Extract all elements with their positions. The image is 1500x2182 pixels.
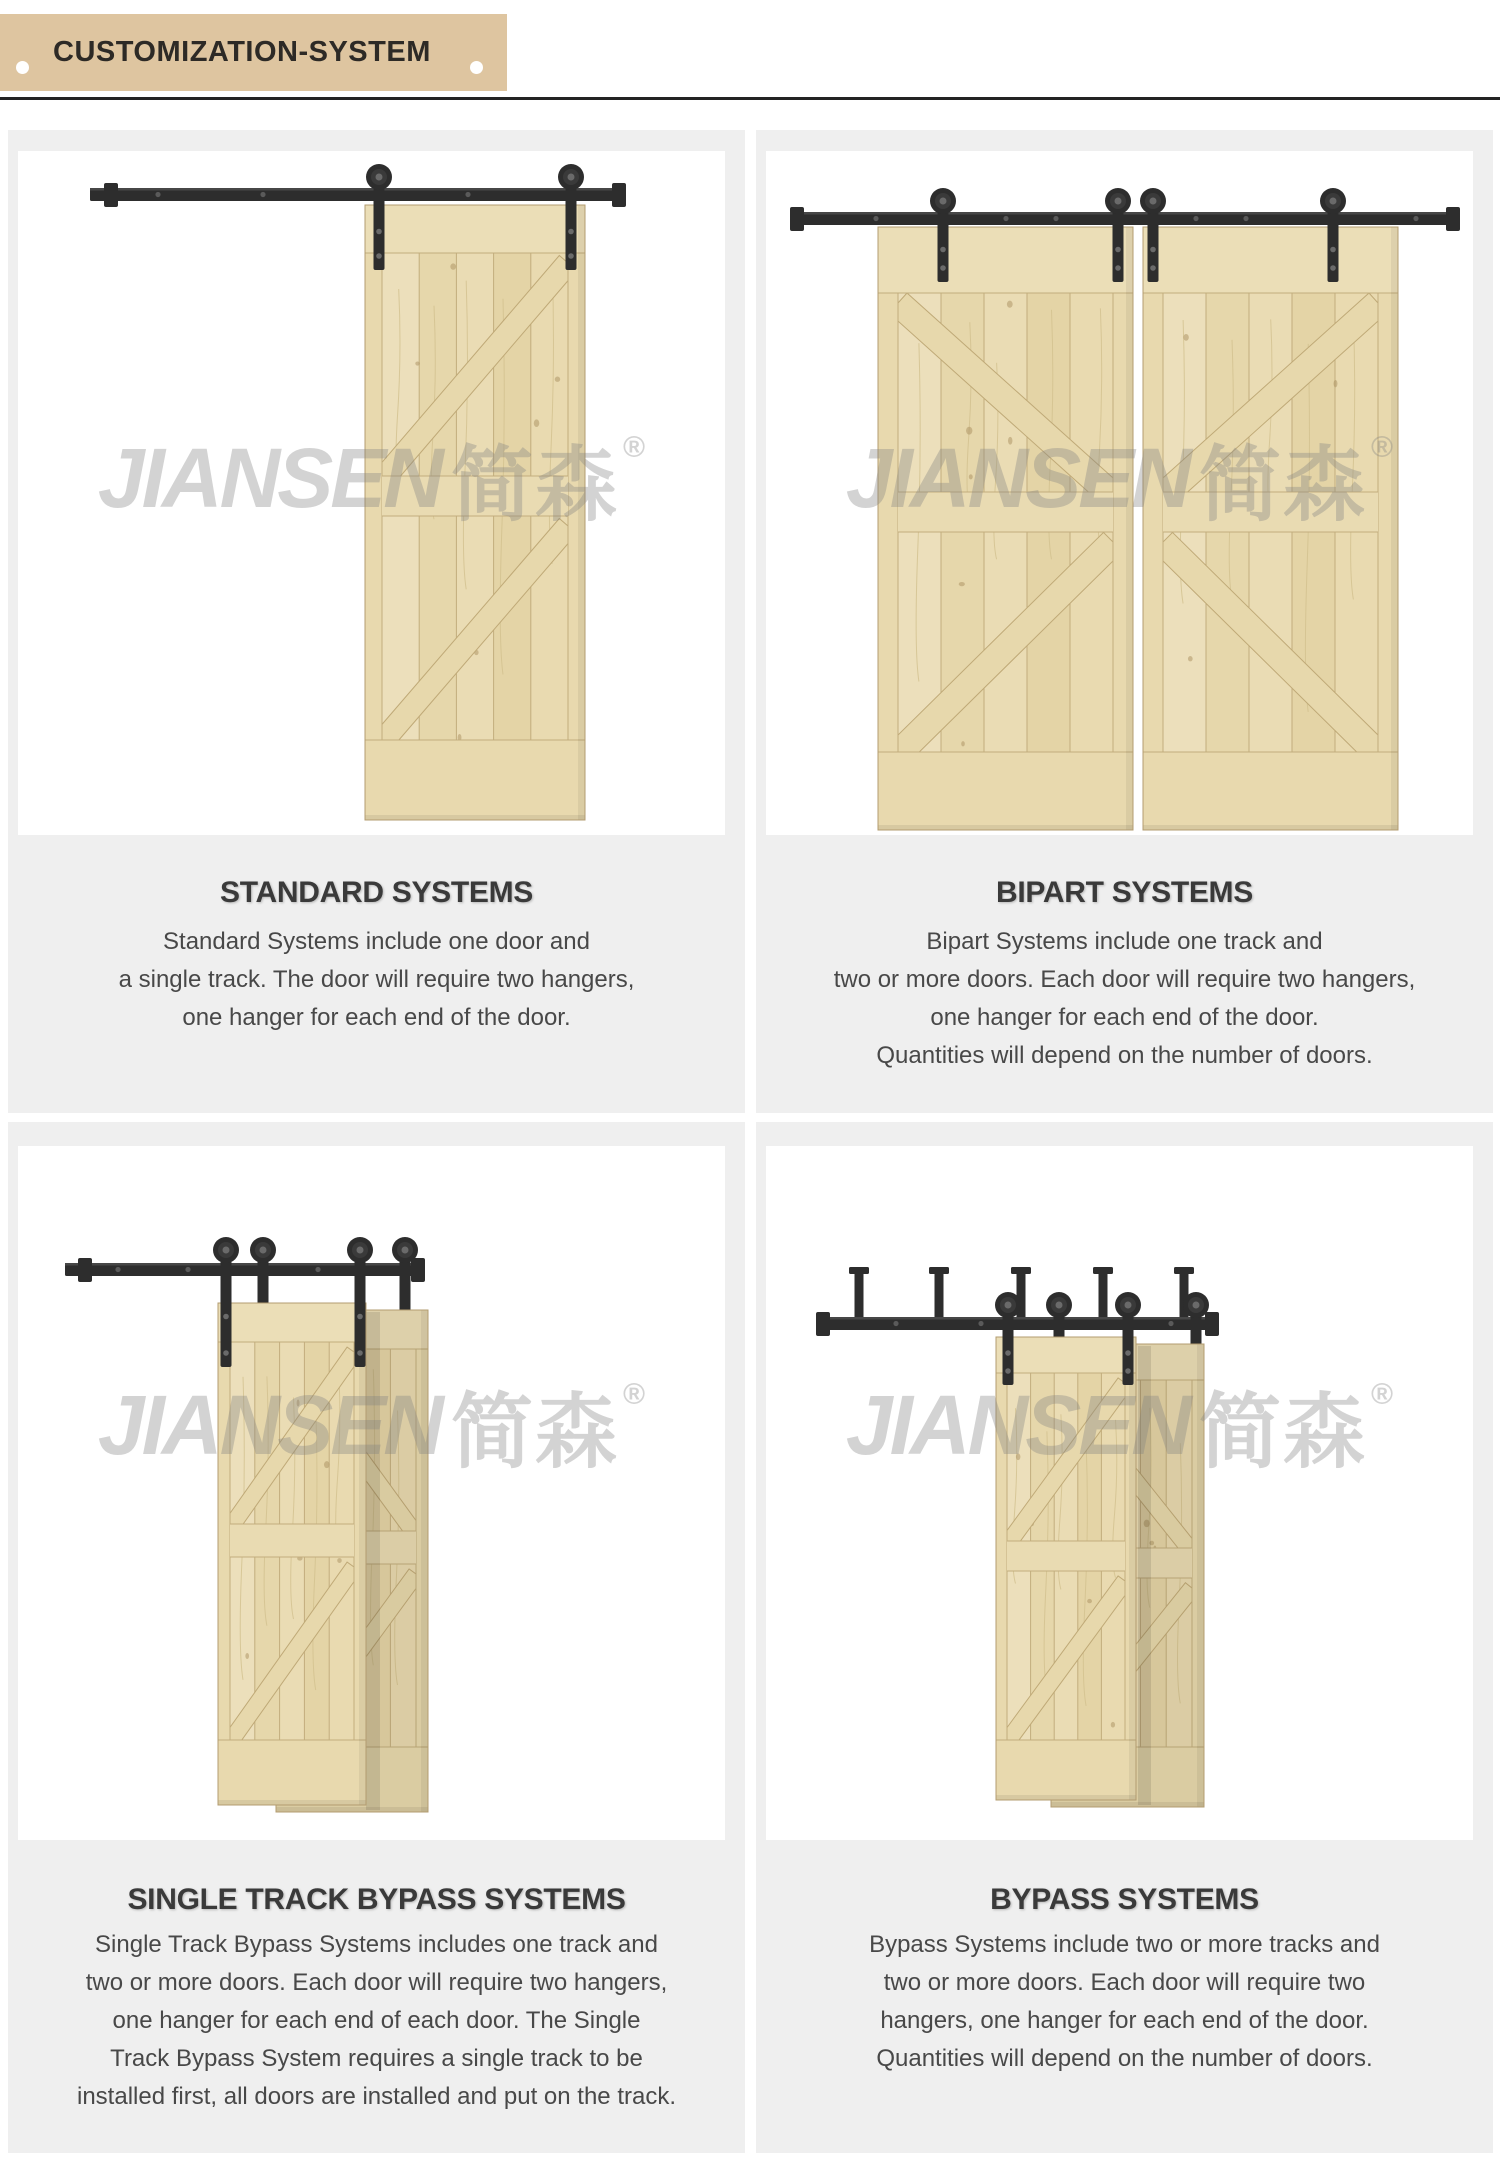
track-end-cap xyxy=(816,1312,830,1336)
bipart-systems-title: BIPART SYSTEMS xyxy=(996,876,1253,909)
text-line: Track Bypass System requires a single track to be xyxy=(110,2045,643,2072)
watermark-latin: JIANSEN xyxy=(845,1377,1189,1472)
text-line: two or more doors. Each door will require two hangers, xyxy=(85,1969,668,1996)
text-line: one hanger for each end of the door. xyxy=(930,1004,1319,1031)
watermark-latin: JIANSEN xyxy=(97,1377,441,1472)
text-line: Standard Systems include one door and xyxy=(163,928,590,955)
watermark-cjk: 简森 xyxy=(1198,439,1367,531)
decor-dot-icon xyxy=(470,61,483,74)
text-line: Bipart Systems include one track and xyxy=(926,928,1323,955)
standard-systems-title: STANDARD SYSTEMS xyxy=(220,876,533,909)
text-line: two or more doors. Each door will require two xyxy=(883,1969,1366,1996)
text-line: one hanger for each end of the door. xyxy=(182,1004,571,1031)
barn-door xyxy=(1143,227,1398,830)
bypass-systems-title: BYPASS SYSTEMS xyxy=(990,1883,1259,1916)
card-standard-systems xyxy=(8,130,745,1113)
watermark-cjk: 简森 xyxy=(450,439,619,531)
header-band xyxy=(0,14,507,91)
track-end-cap xyxy=(790,207,804,231)
text-line: hangers, one hanger for each end of the door. xyxy=(880,2007,1369,2034)
decor-dot-icon xyxy=(16,61,29,74)
text-line: Bypass Systems include two or more tracks and xyxy=(869,1931,1380,1958)
text-line: two or more doors. Each door will require two hangers, xyxy=(833,966,1416,993)
text-line: Quantities will depend on the number of doors. xyxy=(876,1042,1373,1069)
barn-door xyxy=(218,1303,366,1805)
registered-mark-icon: ® xyxy=(623,431,646,464)
text-line: Quantities will depend on the number of doors. xyxy=(876,2045,1373,2072)
track-end-cap xyxy=(1446,207,1460,231)
bipart-systems-description xyxy=(756,923,1493,1075)
watermark-latin: JIANSEN xyxy=(97,430,441,525)
single-track-bypass-description xyxy=(8,1926,745,2116)
bypass-systems-description xyxy=(756,1926,1493,2078)
single-track-bypass-title: SINGLE TRACK BYPASS SYSTEMS xyxy=(127,1883,626,1916)
text-line: a single track. The door will require two hangers, xyxy=(118,966,635,993)
watermark-cjk: 简森 xyxy=(1198,1386,1367,1478)
card-bypass-systems xyxy=(756,1122,1493,2153)
page-title: CUSTOMIZATION-SYSTEM xyxy=(53,36,431,68)
text-line: one hanger for each end of each door. The Single xyxy=(112,2007,641,2034)
watermark-latin: JIANSEN xyxy=(845,430,1189,525)
track-end-cap xyxy=(612,183,626,207)
text-line: Single Track Bypass Systems includes one track and xyxy=(95,1931,658,1958)
card-single-track-bypass-systems xyxy=(8,1122,745,2153)
registered-mark-icon: ® xyxy=(623,1378,646,1411)
track-end-cap xyxy=(104,183,118,207)
watermark-cjk: 简森 xyxy=(450,1386,619,1478)
header-rule xyxy=(0,97,1500,100)
barn-door xyxy=(878,227,1133,830)
card-bipart-systems xyxy=(756,130,1493,1113)
track-end-cap xyxy=(411,1258,425,1282)
registered-mark-icon: ® xyxy=(1371,431,1394,464)
track-end-cap xyxy=(1205,1312,1219,1336)
barn-door xyxy=(365,205,585,820)
registered-mark-icon: ® xyxy=(1371,1378,1394,1411)
text-line: installed first, all doors are installed and put on the track. xyxy=(77,2083,676,2110)
standard-systems-description xyxy=(8,923,745,1037)
barn-door xyxy=(996,1337,1136,1800)
track-end-cap xyxy=(78,1258,92,1282)
